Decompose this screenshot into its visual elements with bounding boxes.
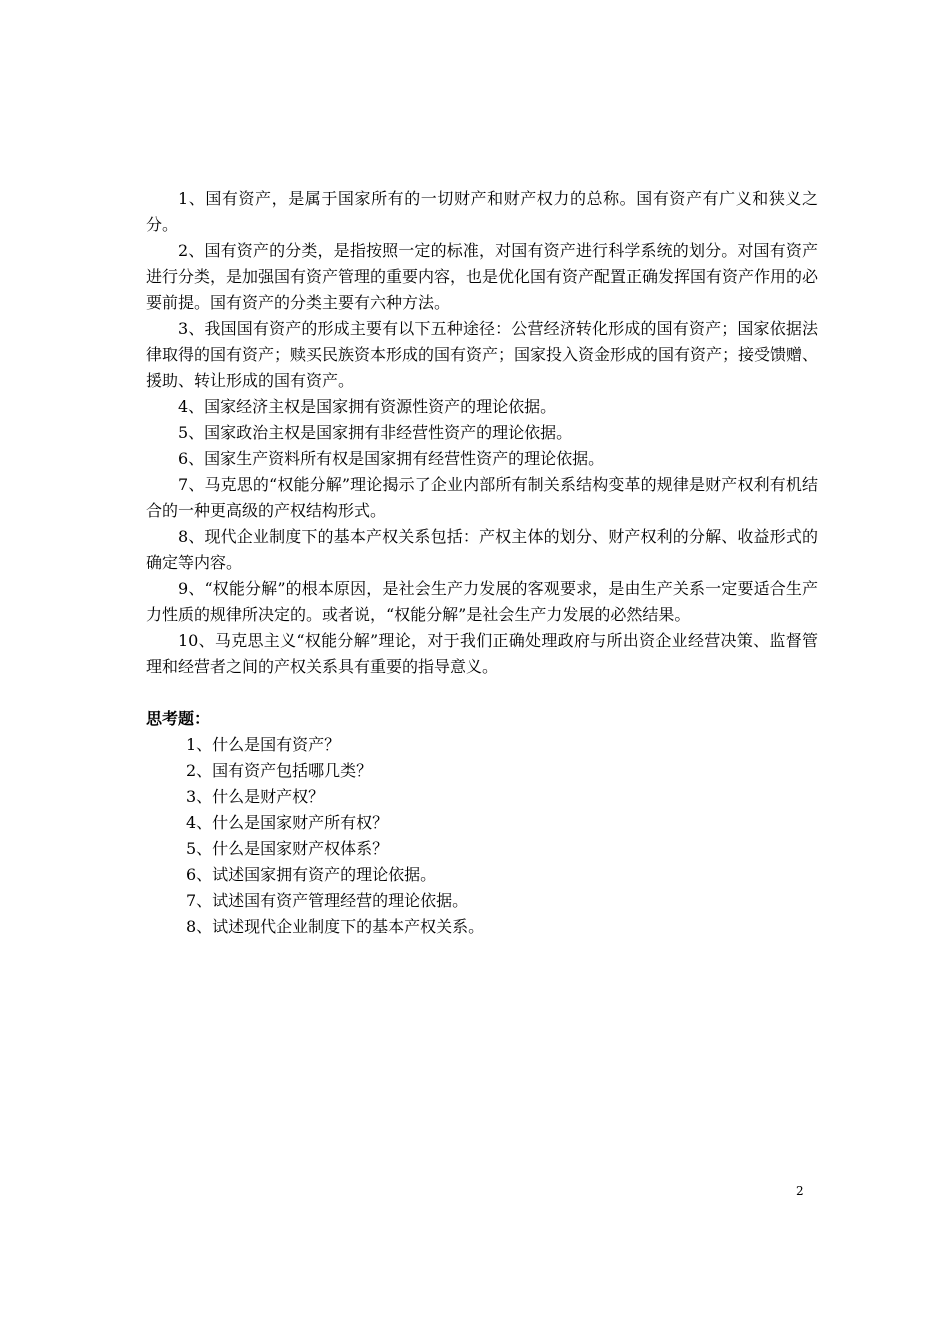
summary-paragraph: 4、国家经济主权是国家拥有资源性资产的理论依据。 bbox=[178, 397, 557, 416]
summary-paragraph: 3、我国国有资产的形成主要有以下五种途径：公营经济转化形成的国有资产；国家依据法律取得的国有资产；赎买民族资本形成的国有资产；国家投入资金形成的国有资产；接受馈赠、援助、转让形成的国有资产。 bbox=[146, 319, 819, 390]
questions-heading: 思考题： bbox=[146, 709, 211, 728]
question-item: 7、试述国有资产管理经营的理论依据。 bbox=[186, 891, 469, 910]
summary-paragraph: 1、国有资产，是属于国家所有的一切财产和财产权力的总称。国有资产有广义和狭义之分。 bbox=[146, 189, 818, 234]
summary-paragraph: 5、国家政治主权是国家拥有非经营性资产的理论依据。 bbox=[178, 423, 573, 442]
question-item: 6、试述国家拥有资产的理论依据。 bbox=[186, 865, 437, 884]
summary-paragraph: 10、马克思主义“权能分解”理论，对于我们正确处理政府与所出资企业经营决策、监督管理和经营者之间的产权关系具有重要的指导意义。 bbox=[146, 631, 818, 676]
summary-paragraph: 8、现代企业制度下的基本产权关系包括：产权主体的划分、财产权利的分解、收益形式的确定等内容。 bbox=[146, 527, 818, 572]
summary-paragraph: 9、“权能分解”的根本原因，是社会生产力发展的客观要求，是由生产关系一定要适合生产力性质的规律所决定的。或者说，“权能分解”是社会生产力发展的必然结果。 bbox=[146, 579, 818, 624]
summary-paragraph: 2、国有资产的分类，是指按照一定的标准，对国有资产进行科学系统的划分。对国有资产进行分类，是加强国有资产管理的重要内容，也是优化国有资产配置正确发挥国有资产作用的必要前提。国有资产的分类主要有六种方法。 bbox=[146, 241, 819, 312]
question-item: 5、什么是国家财产权体系？ bbox=[186, 839, 389, 858]
question-item: 4、什么是国家财产所有权？ bbox=[186, 813, 389, 832]
question-item: 2、国有资产包括哪几类？ bbox=[186, 761, 373, 780]
question-item: 1、什么是国有资产？ bbox=[186, 735, 341, 754]
document-page bbox=[146, 186, 818, 940]
page-number: 2 bbox=[796, 1184, 804, 1198]
questions-list bbox=[146, 732, 818, 940]
summary-section bbox=[146, 186, 818, 680]
summary-paragraph: 6、国家生产资料所有权是国家拥有经营性资产的理论依据。 bbox=[178, 449, 605, 468]
question-item: 8、试述现代企业制度下的基本产权关系。 bbox=[186, 917, 485, 936]
question-item: 3、什么是财产权？ bbox=[186, 787, 325, 806]
summary-paragraph: 7、马克思的“权能分解”理论揭示了企业内部所有制关系结构变革的规律是财产权利有机结合的一种更高级的产权结构形式。 bbox=[146, 475, 818, 520]
